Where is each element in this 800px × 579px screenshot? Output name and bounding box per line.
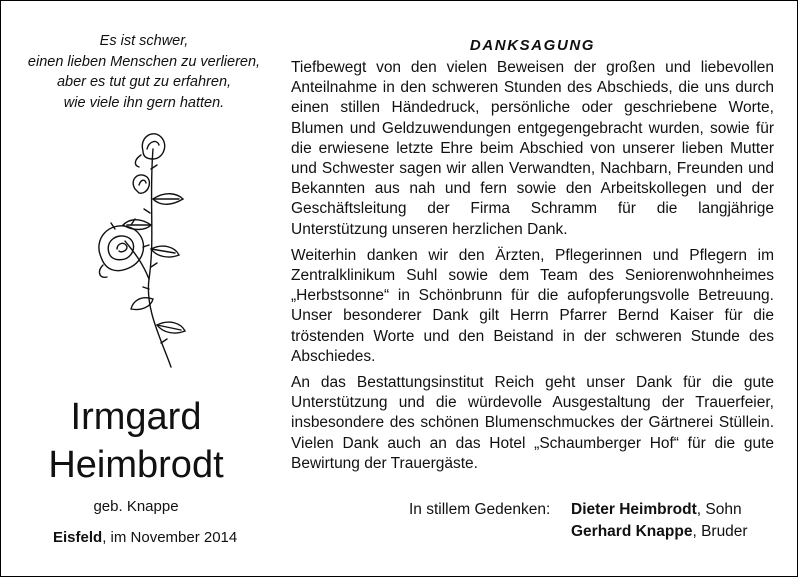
town: Eisfeld [53,529,103,546]
deceased-last-name: Heimbrodt [48,444,224,486]
notice-paragraph: Weiterhin danken wir den Ärzten, Pflegerinnen und Pflegern im Zentralklinikum Suhl sowie dem Team des Seniorenwohnheimes „Herbstsonne“ in Schönbrunn für die aufopferungsvolle Betreuung. Unser besonderer Dank gilt Herrn Pfarrer Bernd Kaiser für die tröstenden Worte und den Beistand in der schweren Stunde des Abschiedes. [291,246,774,365]
poem-line: wie viele ihn gern hatten. [63,94,225,111]
poem [9,31,279,113]
signature-label: In stillem Gedenken: [409,501,551,518]
poem-line: aber es tut gut zu erfahren, [56,74,232,90]
place-date [53,529,237,546]
date: , im November 2014 [102,529,238,546]
signer [571,523,748,540]
rose-icon [91,129,201,369]
signer-relation: , Sohn [696,501,742,518]
signer-name: Dieter Heimbrodt [571,501,697,518]
notice-heading: DANKSAGUNG [469,37,596,54]
signer-relation: , Bruder [692,523,748,540]
signer [571,499,742,521]
maiden-name: geb. Knappe [93,498,179,515]
signer-name: Gerhard Knappe [571,523,693,540]
notice-paragraph: Tiefbewegt von den vielen Beweisen der großen und liebevollen Anteilnahme in den schweren Stunden des Abschieds, die uns durch einen stillen Händedruck, persönliche oder geschriebene Worte, Blumen und Geldzuwendungen entgegengebracht wurden, sowie für die erwiesene letzte Ehre beim Abschied von unserer lieben Mutter und Schwester sagen wir allen Verwandten, Nachbarn, Freunden und Bekannten aus nah und fern sowie den Arbeitskollegen und der Geschäftsleitung der Firma Schramm für die langjährige Unterstützung unseren herzlichen Dank. [291,59,774,238]
poem-line: einen lieben Menschen zu verlieren, [27,53,261,70]
deceased-first-name: Irmgard [70,396,202,438]
signature-block [409,499,748,543]
notice [291,37,774,480]
poem-line: Es ist schwer, [99,33,189,49]
left-column [9,31,279,113]
notice-paragraph: An das Bestattungsinstitut Reich geht unser Dank für die gute Unterstützung und die würdevolle Ausgestaltung der Trauerfeier, insbesondere des schönen Blumenschmuckes der Gärtnerei Stüllein. Vielen Dank auch an das Hotel „Schaumberger Hof“ für die gute Bewirtung der Trauergäste. [291,374,774,472]
